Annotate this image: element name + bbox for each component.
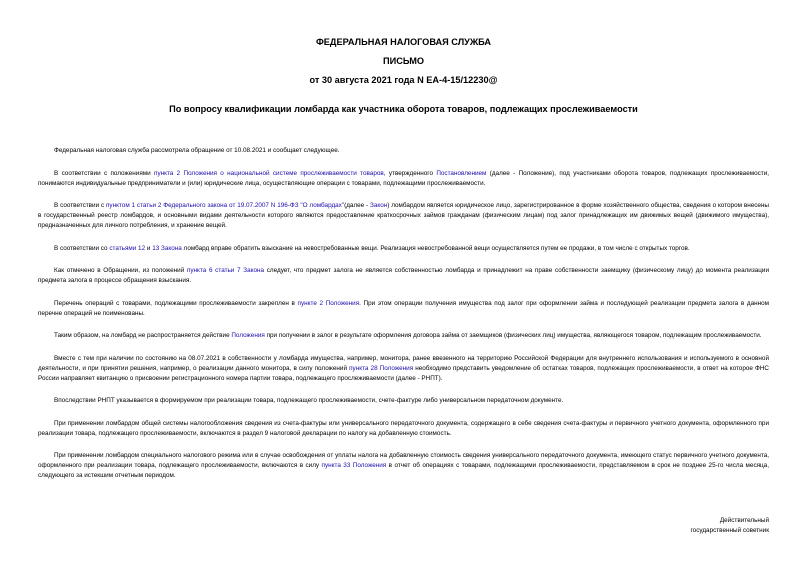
paragraph-text: (далее - Положение), под участниками оборота товаров, подлежащих прослеживаемости, понимаются индивидуальные предприниматели и (или) юридические лица, осуществляющие операции с товарами, подлежащими прослеживаемости. (38, 169, 769, 187)
link-punkt-28-polozheniya[interactable]: пункта 28 Положения (349, 364, 414, 372)
paragraph-10 (38, 419, 769, 439)
paragraph-text: Впоследствии РНПТ указывается в формируемом при реализации товара, подлежащего прослеживаемости, счете-фактуре либо универсальном передаточном документе. (54, 397, 564, 404)
paragraph-text: , утвержденного (383, 169, 437, 177)
paragraph-9 (38, 396, 769, 406)
link-polozheniya[interactable]: Положения (231, 332, 265, 339)
document-date-number: от 30 августа 2021 года N ЕА-4-15/12230@ (309, 75, 498, 85)
paragraph-text: Перечень операций с товарами, подлежащими прослеживаемости закреплен в (54, 299, 298, 307)
paragraph-text: (далее - (344, 202, 371, 209)
paragraph-text: необходимо представить уведомление об остатках товаров, подлежащих прослеживаемости, в ответ на которое ФНС России направляет квитанцию о присвоении регистрационного номера партии товара, подлежащего прослеживаемости (далее - РНПТ). (38, 364, 769, 382)
paragraph-4 (38, 244, 769, 254)
paragraph-6 (38, 299, 769, 319)
paragraph-text: и (145, 244, 153, 252)
paragraph-text: Как отмечено в Обращении, из положений (54, 267, 187, 274)
paragraph-2 (38, 169, 769, 189)
paragraph-text: следует, что предмет залога не является собственностью ломбарда и принадлежит на праве собственности заемщику (физическому лицу) до момента реализации предмета залога в процессе обращения взыскания. (38, 267, 769, 284)
paragraph-text: В соответствии с положениями (54, 169, 155, 177)
link-postanovlenie[interactable]: Постановлением (436, 169, 487, 177)
link-punkt-33-polozheniya[interactable]: пункта 33 Положения (321, 462, 387, 469)
signature-line-1: Действительный (719, 517, 769, 524)
paragraph-text: При применении ломбардом специального налогового режима или в случае освобождения от уплаты налога на добавленную стоимость сведения универсального передаточного документа, имеющего статус первичного учетного документа, оформленного при реализации товара, подлежащего прослеживаемости, включаются в силу (38, 452, 769, 469)
link-zakon[interactable]: Закон (370, 202, 388, 209)
paragraph-7 (38, 331, 769, 341)
link-statya-12[interactable]: статьями 12 (109, 244, 146, 252)
paragraph-text: ) ломбардом является юридическое лицо, зарегистрированное в форме хозяйственного общества, сведения о котором внесены в государственный реестр ломбардов, и основными видами деятельности которого являются предоставление краткосрочных займов гражданам (физическим лицам) под залог принадлежащих им движимых вещей (движимого имущества), предназначенных для личного потребления, и хранение вещей. (38, 202, 769, 229)
paragraph-3 (38, 201, 769, 231)
paragraph-text: При применении ломбардом общей системы налогообложения сведения из счета-фактуры или универсального передаточного документа, содержащего в себе сведения счета-фактуры и первичного учетного документа, оформленного при реализации товара, подлежащего прослеживаемости, включаются в раздел 9 налоговой декларации по налогу на добавленную стоимость. (38, 419, 769, 437)
paragraph-8 (38, 354, 769, 384)
link-statya-13-zakona[interactable]: 13 Закона (152, 244, 182, 252)
paragraph-text: при получении в залог в результате оформления договора займа от заемщиков (физических лиц) имущества, являющегося товаром, подлежащим прослеживаемости. (264, 332, 762, 339)
paragraph-5 (38, 266, 769, 286)
paragraph-text: В соответствии с (54, 202, 106, 209)
paragraph-text: Таким образом, на ломбард не распространяется действие (54, 332, 232, 339)
signature-line-2: государственный советник (690, 527, 769, 534)
link-punkt-2-polozheniya[interactable]: пункте 2 Положения (297, 299, 360, 307)
agency-title: ФЕДЕРАЛЬНАЯ НАЛОГОВАЯ СЛУЖБА (315, 37, 492, 47)
paragraph-text: в отчет об операциях с товарами, подлежащими прослеживаемости, представляемом в срок не позднее 25-го числа месяца, следующего за истекшим отчетным периодом. (38, 462, 769, 479)
link-punkt-2-polozheniya[interactable]: пункта 2 Положения о национальной системе прослеживаемости товаров (154, 169, 384, 177)
link-punkt-6-statya-7[interactable]: пункта 6 статьи 7 Закона (186, 267, 265, 274)
document-body (38, 146, 769, 494)
link-federal-law-196[interactable]: пунктом 1 статьи 2 Федерального закона от 19.07.2007 N 196-ФЗ "О ломбардах" (106, 202, 345, 209)
document-subject: По вопросу квалификации ломбарда как участника оборота товаров, подлежащих прослеживаемости (169, 104, 638, 114)
paragraph-text: Федеральная налоговая служба рассмотрела обращение от 10.08.2021 и сообщает следующее. (54, 147, 340, 154)
document-type: ПИСЬМО (382, 56, 425, 66)
paragraph-text: . При этом операции получения имущества под залог при оформлении займа и последующей реализации предмета залога в данном перечне операций не поименованы. (38, 299, 770, 317)
paragraph-text: ломбард вправе обратить взыскание на невостребованные вещи. Реализация невостребованной вещи осуществляется путем ее продажи, в том числе с открытых торгов. (181, 244, 690, 252)
paragraph-text: В соответствии со (54, 244, 110, 252)
paragraph-1 (38, 146, 769, 156)
signature-block (691, 516, 770, 536)
paragraph-text: Вместе с тем при наличии по состоянию на 08.07.2021 в собственности у ломбарда имущества, например, монитора, ранее ввезенного на территорию Российской Федерации для внутреннего использования и используемого в основной деятельности, и при принятии решения, например, о реализации данного монитора, в силу положений (38, 354, 769, 372)
paragraph-11 (38, 451, 769, 481)
